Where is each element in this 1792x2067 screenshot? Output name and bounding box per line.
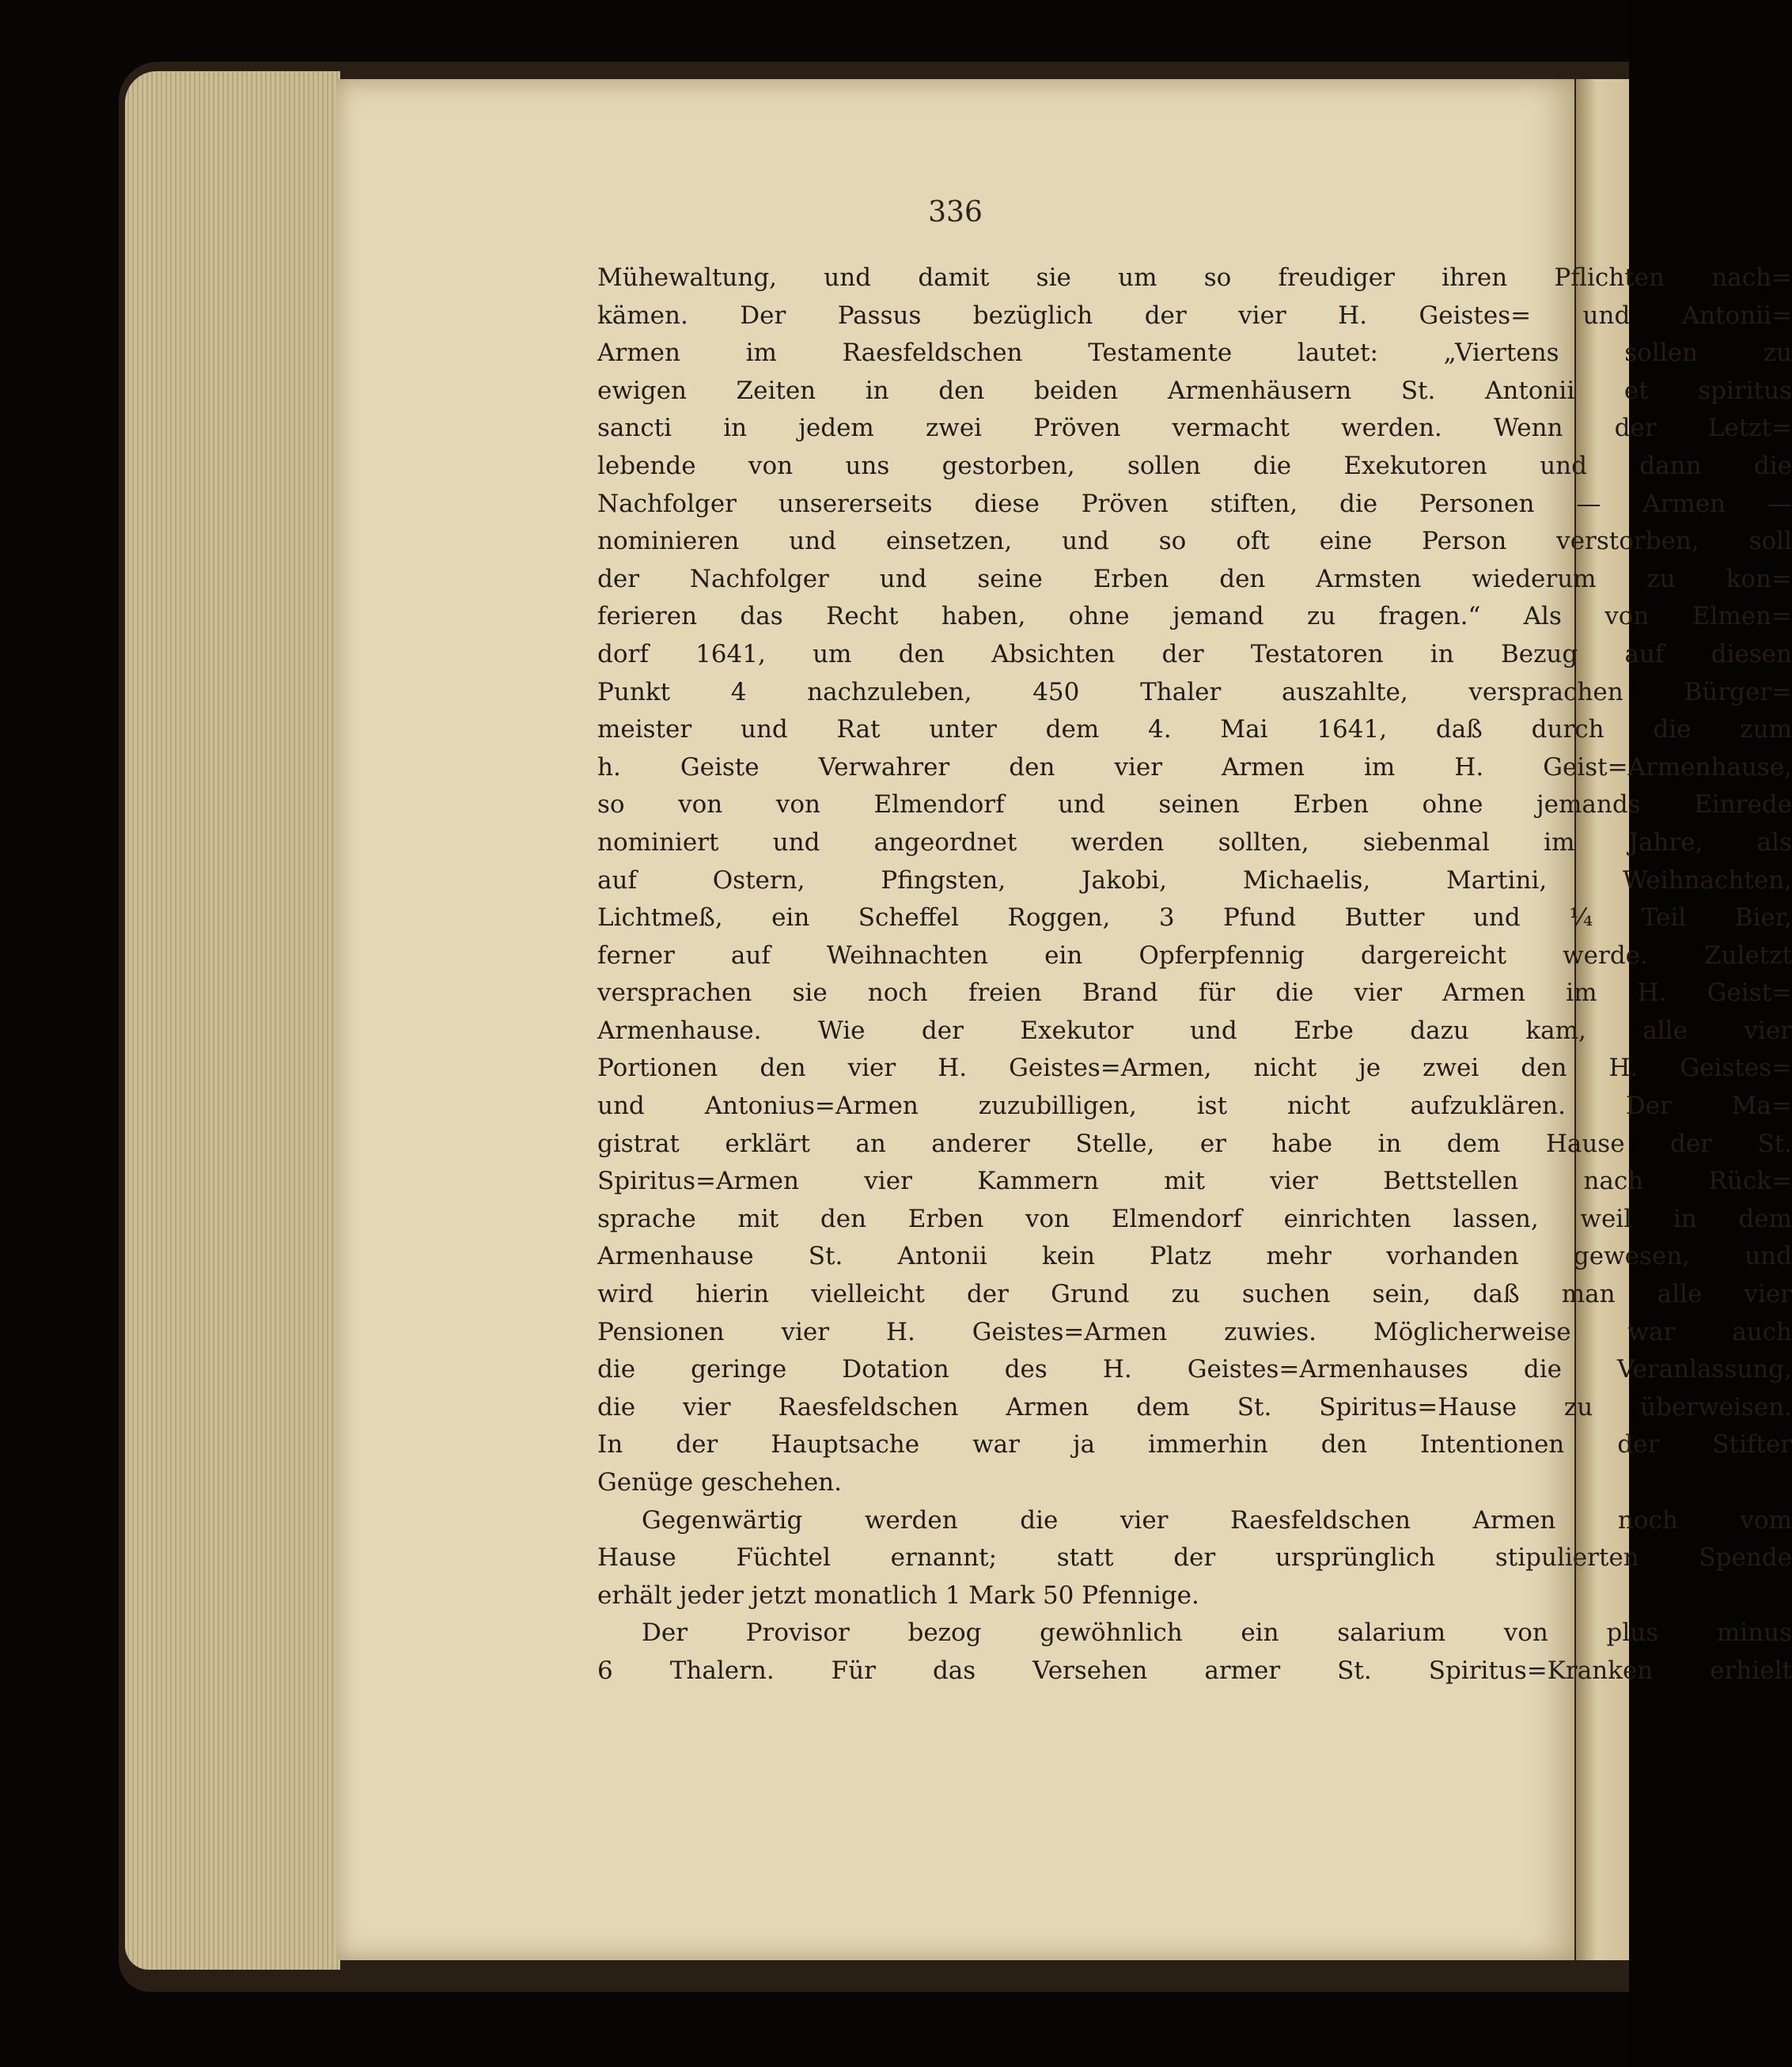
text-line: Portionen den vier H. Geistes=Armen, nicht je zwei den H. Geistes= <box>597 1054 1792 1083</box>
text-line: die vier Raesfeldschen Armen dem St. Spiritus=Hause zu überweisen. <box>597 1392 1792 1422</box>
text-line: Armenhause. Wie der Exekutor und Erbe dazu kam, alle vier <box>597 1016 1792 1045</box>
text-line: In der Hauptsache war ja immerhin den Intentionen der Stifter <box>597 1430 1792 1459</box>
text-line: Der Provisor bezog gewöhnlich ein salarium von plus minus <box>642 1618 1792 1648</box>
text-line: dorf 1641, um den Absichten der Testatoren in Bezug auf diesen <box>597 639 1792 668</box>
text-line: Nachfolger unsererseits diese Pröven stiften, die Personen — Armen — <box>597 489 1792 518</box>
text-line: gistrat erklärt an anderer Stelle, er habe in dem Hause der St. <box>597 1129 1792 1158</box>
text-line: 6 Thalern. Für das Versehen armer St. Spiritus=Kranken erhielt <box>597 1656 1792 1685</box>
text-line: Armen im Raesfeldschen Testamente lautet: „Viertens sollen zu <box>597 339 1792 368</box>
text-line: Genüge geschehen. <box>597 1468 842 1497</box>
text-line: ferieren das Recht haben, ohne jemand zu fragen.“ Als von Elmen= <box>597 602 1792 631</box>
text-line: Hause Füchtel ernannt; statt der ursprünglich stipulierten Spende <box>597 1543 1792 1573</box>
text-line: Lichtmeß, ein Scheffel Roggen, 3 Pfund Butter und ¼ Teil Bier, <box>597 903 1792 933</box>
text-line: h. Geiste Verwahrer den vier Armen im H. Geist=Armenhause, <box>597 752 1792 782</box>
text-line: der Nachfolger und seine Erben den Armsten wiederum zu kon= <box>597 564 1792 593</box>
text-line: nominiert und angeordnet werden sollten, siebenmal im Jahre, als <box>597 827 1792 857</box>
text-line: Mühewaltung, und damit sie um so freudiger ihren Pflichten nach= <box>597 263 1792 292</box>
text-line: meister und Rat unter dem 4. Mai 1641, daß durch die zum <box>597 715 1792 744</box>
text-line: sprache mit den Erben von Elmendorf einrichten lassen, weil in dem <box>597 1204 1792 1233</box>
text-line: ewigen Zeiten in den beiden Armenhäusern St. Antonii et spiritus <box>597 376 1792 405</box>
page-number: 336 <box>928 196 983 229</box>
text-line: lebende von uns gestorben, sollen die Exekutoren und dann die <box>597 451 1792 480</box>
text-line: und Antonius=Armen zuzubilligen, ist nicht aufzuklären. Der Ma= <box>597 1092 1792 1121</box>
text-line: Punkt 4 nachzuleben, 450 Thaler auszahlte, versprachen Bürger= <box>597 677 1792 706</box>
text-line: so von von Elmendorf und seinen Erben ohne jemands Einrede <box>597 790 1792 820</box>
text-line: auf Ostern, Pfingsten, Jakobi, Michaelis, Martini, Weihnachten, <box>597 865 1792 895</box>
page-body-text <box>597 259 1792 1690</box>
text-line: Armenhause St. Antonii kein Platz mehr vorhanden gewesen, und <box>597 1242 1792 1271</box>
text-line: erhält jeder jetzt monatlich 1 Mark 50 Pfennige. <box>597 1581 1199 1610</box>
text-line: die geringe Dotation des H. Geistes=Armenhauses die Veranlassung, <box>597 1355 1792 1384</box>
text-line: kämen. Der Passus bezüglich der vier H. Geistes= und Antonii= <box>597 301 1792 330</box>
text-line: ferner auf Weihnachten ein Opferpfennig dargereicht werde. Zuletzt <box>597 941 1792 970</box>
text-line: nominieren und einsetzen, und so oft eine Person verstorben, soll <box>597 527 1792 556</box>
text-line: Gegenwärtig werden die vier Raesfeldschen Armen noch vom <box>642 1505 1792 1535</box>
text-line: versprachen sie noch freien Brand für die vier Armen im H. Geist= <box>597 979 1792 1008</box>
text-line: Spiritus=Armen vier Kammern mit vier Bettstellen nach Rück= <box>597 1167 1792 1196</box>
text-line: Pensionen vier H. Geistes=Armen zuwies. Möglicherweise war auch <box>597 1317 1792 1346</box>
page-edges <box>125 71 340 1970</box>
text-line: sancti in jedem zwei Pröven vermacht werden. Wenn der Letzt= <box>597 414 1792 443</box>
book-page <box>336 79 1792 1960</box>
text-line: wird hierin vielleicht der Grund zu suchen sein, daß man alle vier <box>597 1280 1792 1309</box>
